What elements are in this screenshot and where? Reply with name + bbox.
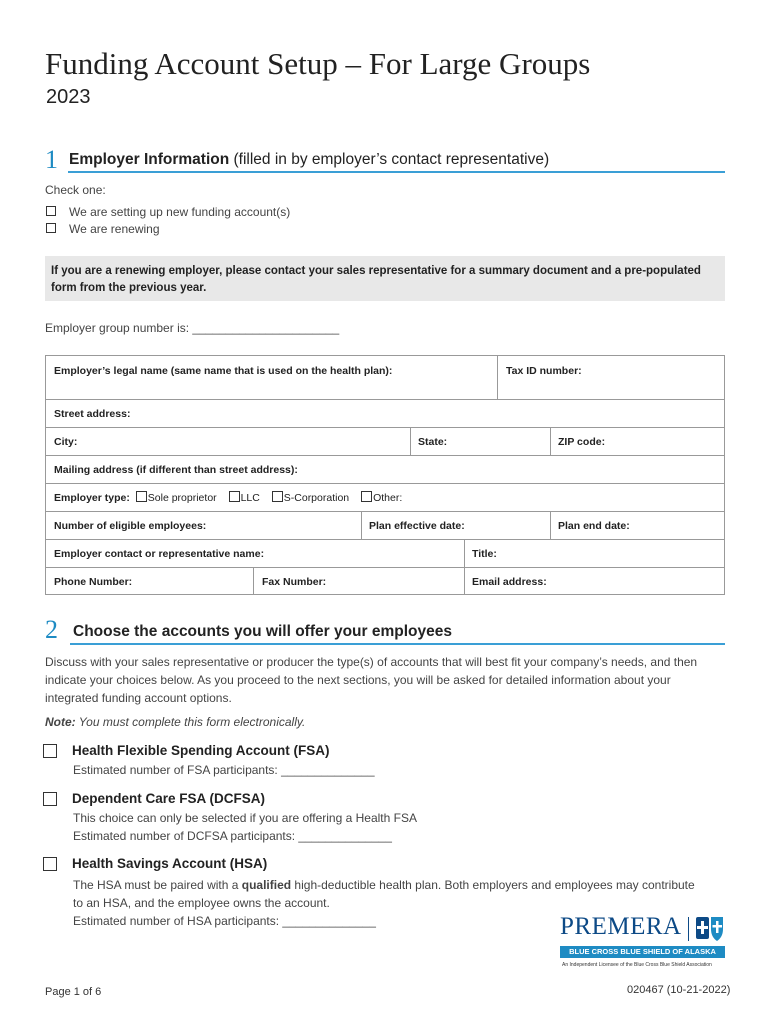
section-1-rule: [68, 171, 725, 173]
intro-line: indicate your choices below. As you proceed to the next sections, you will be asked for detailed information about your: [45, 673, 671, 687]
premera-wordmark: PREMERA: [560, 913, 682, 940]
legal-name-field[interactable]: Employer’s legal name (same name that is used on the health plan):: [54, 365, 393, 377]
title-field[interactable]: Title:: [472, 548, 497, 560]
new-account-checkbox[interactable]: [46, 206, 56, 216]
llc-label: LLC: [240, 492, 260, 504]
section-1-heading-bold: Employer Information: [69, 151, 230, 168]
plan-end-date-field[interactable]: Plan end date:: [558, 520, 630, 532]
section-2-intro: [45, 653, 735, 707]
group-number-field[interactable]: Employer group number is: ______________________: [45, 321, 340, 335]
section-1-number: 1: [45, 145, 58, 174]
note-text: You must complete this form electronically.: [78, 715, 306, 729]
new-account-label: We are setting up new funding account(s): [69, 205, 291, 219]
renewing-label: We are renewing: [69, 222, 160, 236]
fsa-participants-field[interactable]: Estimated number of FSA participants: ______________: [73, 763, 375, 777]
state-field[interactable]: State:: [418, 436, 448, 448]
hsa-description-line: [73, 876, 695, 894]
llc-checkbox[interactable]: [229, 491, 240, 502]
renewing-checkbox[interactable]: [46, 223, 56, 233]
hsa-desc-post: high-deductible health plan. Both employers and employees may contribute: [291, 878, 695, 892]
other-checkbox[interactable]: [361, 491, 372, 502]
employer-info-table: [45, 355, 725, 595]
section-2-number: 2: [45, 615, 58, 644]
plan-effective-date-field[interactable]: Plan effective date:: [369, 520, 465, 532]
sole-proprietor-checkbox[interactable]: [136, 491, 147, 502]
page-number: Page 1 of 6: [45, 986, 102, 998]
blue-cross-blue-shield-icon: [695, 915, 725, 948]
page-year: 2023: [46, 86, 91, 108]
fax-field[interactable]: Fax Number:: [262, 576, 327, 588]
form-code: 020467 (10-21-2022): [627, 984, 731, 996]
fsa-title: Health Flexible Spending Account (FSA): [72, 743, 330, 758]
check-one-label: Check one:: [45, 183, 106, 197]
mailing-address-field[interactable]: Mailing address (if different than street address):: [54, 464, 298, 476]
page-title: Funding Account Setup – For Large Groups: [45, 46, 591, 81]
sole-proprietor-label: Sole proprietor: [147, 492, 217, 504]
contact-name-field[interactable]: Employer contact or representative name:: [54, 548, 265, 560]
intro-line: Discuss with your sales representative or producer the type(s) of accounts that will best fit your company’s needs, and then: [45, 655, 698, 669]
section-2-heading: [73, 623, 452, 641]
dcfsa-participants-field[interactable]: Estimated number of DCFSA participants: ______________: [73, 829, 392, 843]
zip-field[interactable]: ZIP code:: [558, 436, 606, 448]
employer-type-row: [54, 491, 402, 504]
section-1-heading-light: (filled in by employer’s contact representative): [233, 151, 550, 168]
s-corporation-label: S-Corporation: [283, 492, 350, 504]
electronic-note: [45, 715, 305, 729]
note-label: Note:: [45, 715, 76, 729]
section-1-heading: [69, 151, 549, 169]
hsa-ownership-line: to an HSA, and the employee owns the account.: [73, 896, 330, 910]
city-field[interactable]: City:: [54, 436, 78, 448]
street-address-field[interactable]: Street address:: [54, 408, 131, 420]
employer-type-label: Employer type:: [54, 492, 130, 504]
section-2-rule: [70, 643, 725, 645]
section-2-heading-text: Choose the accounts you will offer your employees: [73, 623, 452, 640]
intro-line: integrated funding account options.: [45, 691, 232, 705]
logo-divider: [688, 917, 689, 941]
hsa-participants-field[interactable]: Estimated number of HSA participants: ______________: [73, 914, 376, 928]
phone-field[interactable]: Phone Number:: [54, 576, 133, 588]
dcfsa-description: This choice can only be selected if you are offering a Health FSA: [73, 811, 417, 825]
tax-id-field[interactable]: Tax ID number:: [506, 365, 582, 377]
hsa-checkbox[interactable]: [43, 857, 57, 871]
dcfsa-checkbox[interactable]: [43, 792, 57, 806]
s-corporation-checkbox[interactable]: [272, 491, 283, 502]
hsa-desc-bold: qualified: [241, 878, 292, 892]
logo-bar: BLUE CROSS BLUE SHIELD OF ALASKA: [560, 946, 725, 958]
email-field[interactable]: Email address:: [472, 576, 547, 588]
renewal-notice: If you are a renewing employer, please contact your sales representative for a summary document and a pre-populated form from the previous year.: [45, 256, 725, 301]
hsa-desc-pre: The HSA must be paired with a: [73, 878, 242, 892]
eligible-employees-field[interactable]: Number of eligible employees:: [54, 520, 207, 532]
fsa-checkbox[interactable]: [43, 744, 57, 758]
logo-tagline: An Independent Licensee of the Blue Cross Blue Shield Association: [562, 962, 712, 968]
hsa-title: Health Savings Account (HSA): [72, 856, 268, 871]
dcfsa-title: Dependent Care FSA (DCFSA): [72, 791, 266, 806]
other-label: Other:: [373, 492, 403, 504]
